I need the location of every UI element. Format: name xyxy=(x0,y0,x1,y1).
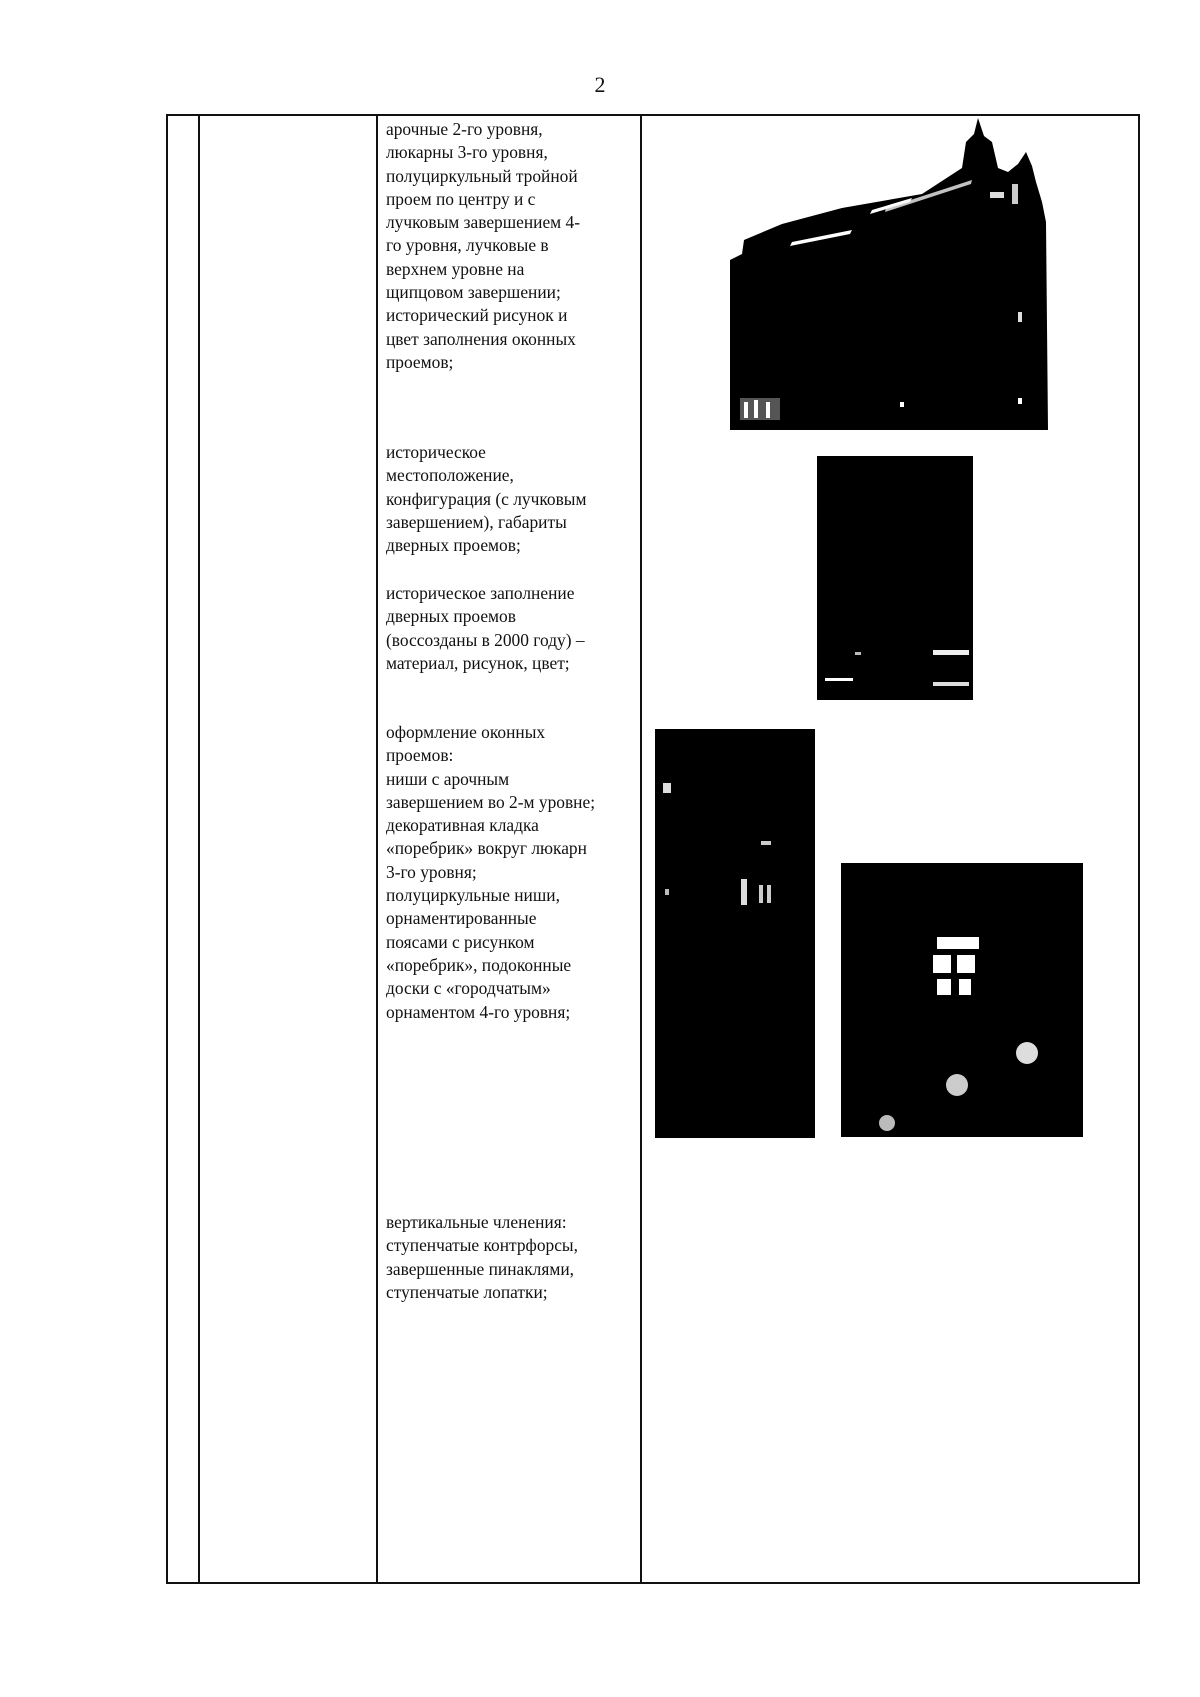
facade-overview-photo xyxy=(722,112,1056,430)
column-divider-3 xyxy=(640,116,642,1582)
text-windows-config: арочные 2-го уровня, люкарны 3-го уровня, полуциркульный тройной проем по центру и с лучковым завершением 4- го уровня, лучковые в верхнем уровне на щипцовом завершении; исторический рисунок и цвет заполнения оконных проемов; xyxy=(386,119,581,372)
door-photo xyxy=(817,456,973,700)
page-number: 2 xyxy=(594,72,606,97)
facade-silhouette xyxy=(722,112,1056,430)
window-niches-photo xyxy=(655,729,815,1138)
column-divider-2 xyxy=(376,116,378,1582)
text-door-fill: историческое заполнение дверных проемов (воссозданы в 2000 году) – материал, рисунок, цвет; xyxy=(386,583,585,673)
window-detail-details xyxy=(841,863,1083,1137)
text-window-decoration: оформление оконных проемов: ниши с арочным завершением во 2-м уровне; декоративная кладка «поребрик» вокруг люкарн 3-го уровня; полуциркульные ниши, орнаментированные поясами с рисунком «поребрик», подоконные доски с «городчатым» орнаментом 4-го уровня; xyxy=(386,722,596,1022)
window-detail-photo xyxy=(841,863,1083,1137)
text-door-location: историческое местоположение, конфигурация (с лучковым завершением), габариты дверных проемов; xyxy=(386,442,587,556)
door-photo-details xyxy=(817,456,973,700)
text-vertical-divisions: вертикальные членения: ступенчатые контрфорсы, завершенные пинаклями, ступенчатые лопатки; xyxy=(386,1212,578,1302)
column-divider-1 xyxy=(198,116,200,1582)
window-niches-details xyxy=(655,729,815,1138)
